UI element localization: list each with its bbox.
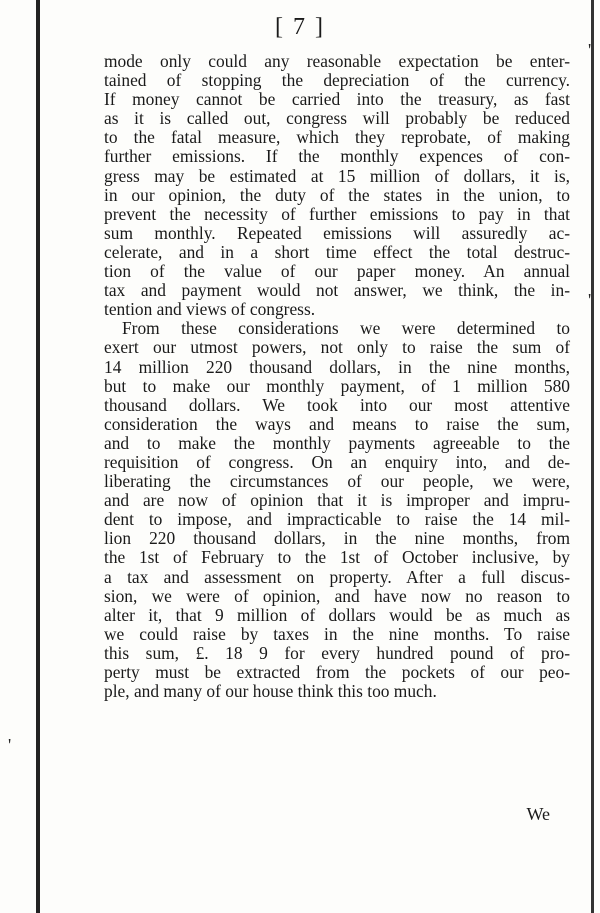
margin-mark: ': [588, 40, 592, 60]
text-line: sion, we were of opinion, and have now no reason to: [104, 585, 570, 606]
text-line: alter it, that 9 million of dollars would be as much as: [104, 604, 570, 625]
text-line: in our opinion, the duty of the states in the union, to: [104, 184, 570, 205]
text-line: a tax and assessment on property. After a full discus-: [104, 566, 570, 587]
text-line: tention and views of congress.: [104, 299, 316, 320]
text-line: celerate, and in a short time effect the total destruc-: [104, 241, 570, 262]
margin-mark: ': [8, 735, 12, 755]
binding-gutter: [36, 0, 40, 913]
text-line: prevent the necessity of further emissions to pay in that: [104, 203, 570, 224]
text-line: ple, and many of our house think this too much.: [104, 681, 437, 702]
text-line: lion 220 thousand dollars, in the nine months, from: [104, 528, 570, 549]
text-line: as it is called out, congress will probably be reduced: [104, 108, 570, 129]
text-line: tax and payment would not answer, we think, the in-: [104, 280, 570, 301]
text-line: exert our utmost powers, not only to raise the sum of: [104, 337, 570, 358]
text-line: If money cannot be carried into the treasury, as fast: [104, 89, 570, 110]
paragraph: [104, 319, 570, 701]
text-line: tion of the value of our paper money. An annual: [104, 261, 570, 282]
text-line: mode only could any reasonable expectation be enter-: [104, 51, 570, 71]
catchword: We: [526, 804, 550, 824]
text-line: and are now of opinion that it is improper and impru-: [104, 490, 570, 511]
text-line: gress may be estimated at 15 million of dollars, it is,: [104, 165, 570, 186]
paragraph: [104, 52, 570, 319]
text-line: perty must be extracted from the pockets of our peo-: [104, 662, 570, 682]
text-line: the 1st of February to the 1st of October inclusive, by: [104, 547, 570, 568]
page-edge: [591, 0, 594, 913]
text-line: tained of stopping the depreciation of the currency.: [104, 70, 570, 91]
text-line: sum monthly. Repeated emissions will assuredly ac-: [104, 222, 570, 243]
text-line: but to make our monthly payment, of 1 million 580: [104, 375, 570, 396]
text-line: From these considerations we were determined to: [122, 318, 570, 339]
text-line: this sum, £. 18 9 for every hundred pound of pro-: [104, 642, 570, 663]
text-line: to the fatal measure, which they reprobate, of making: [104, 127, 570, 148]
text-line: dent to impose, and impracticable to raise the 14 mil-: [104, 509, 570, 530]
text-line: liberating the circumstances of our people, we were,: [104, 471, 570, 492]
page-number: [ 7 ]: [275, 14, 325, 40]
text-line: and to make the monthly payments agreeable to the: [104, 432, 570, 453]
text-line: thousand dollars. We took into our most attentive: [104, 394, 570, 415]
text-line: we could raise by taxes in the nine months. To raise: [104, 623, 570, 644]
text-line: 14 million 220 thousand dollars, in the nine months,: [104, 356, 570, 377]
margin-mark: ': [588, 290, 592, 310]
text-line: consideration the ways and means to raise the sum,: [104, 413, 570, 434]
body-text: [104, 52, 570, 701]
text-line: requisition of congress. On an enquiry into, and de-: [104, 451, 570, 472]
text-line: further emissions. If the monthly expences of con-: [104, 146, 570, 167]
